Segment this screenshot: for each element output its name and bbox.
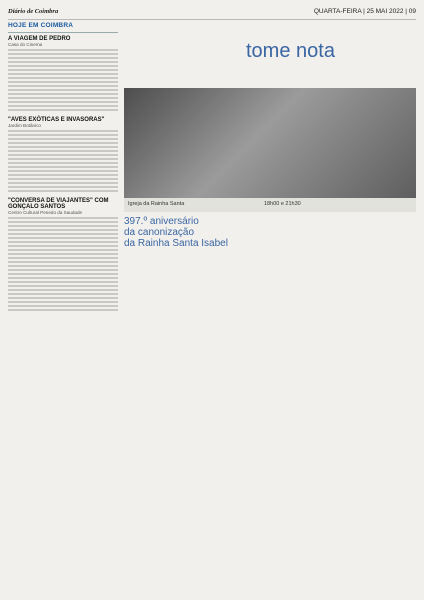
photo-caption: Igreja da Rainha Santa: [128, 201, 185, 207]
item-title: "AVES EXÓTICAS E INVASORAS": [8, 117, 105, 123]
church-photo: [124, 88, 416, 198]
item-venue: Centro Cultural Penedo da Saudade: [8, 210, 83, 215]
section-hoje: HOJE EM COIMBRA: [8, 22, 74, 29]
page-header: [8, 7, 416, 20]
item-venue: Jardim Botânico: [8, 123, 41, 128]
item-title: "CONVERSA DE VIAJANTES" COM GONÇALO SANTOS: [8, 198, 109, 210]
masthead: Diário de Coimbra: [8, 8, 59, 15]
item-viagem: [8, 36, 118, 111]
caption-bar: [124, 198, 416, 212]
left-column: [8, 22, 118, 592]
tome-nota-title: tome nota: [246, 40, 335, 62]
caption-time: 18h00 e 21h30: [264, 201, 301, 207]
item-aves: [8, 117, 118, 192]
headline: [124, 216, 416, 249]
item-conversa: [8, 198, 118, 311]
headline-a: 397.º aniversário: [124, 216, 199, 227]
page-date: QUARTA-FEIRA | 25 MAI 2022 | 09: [313, 8, 416, 15]
item-venue: Casa do Cinema: [8, 42, 43, 47]
headline-b: da canonização: [124, 227, 195, 238]
headline-c: da Rainha Santa Isabel: [124, 238, 228, 249]
item-title: A VIAGEM DE PEDRO: [8, 36, 71, 42]
